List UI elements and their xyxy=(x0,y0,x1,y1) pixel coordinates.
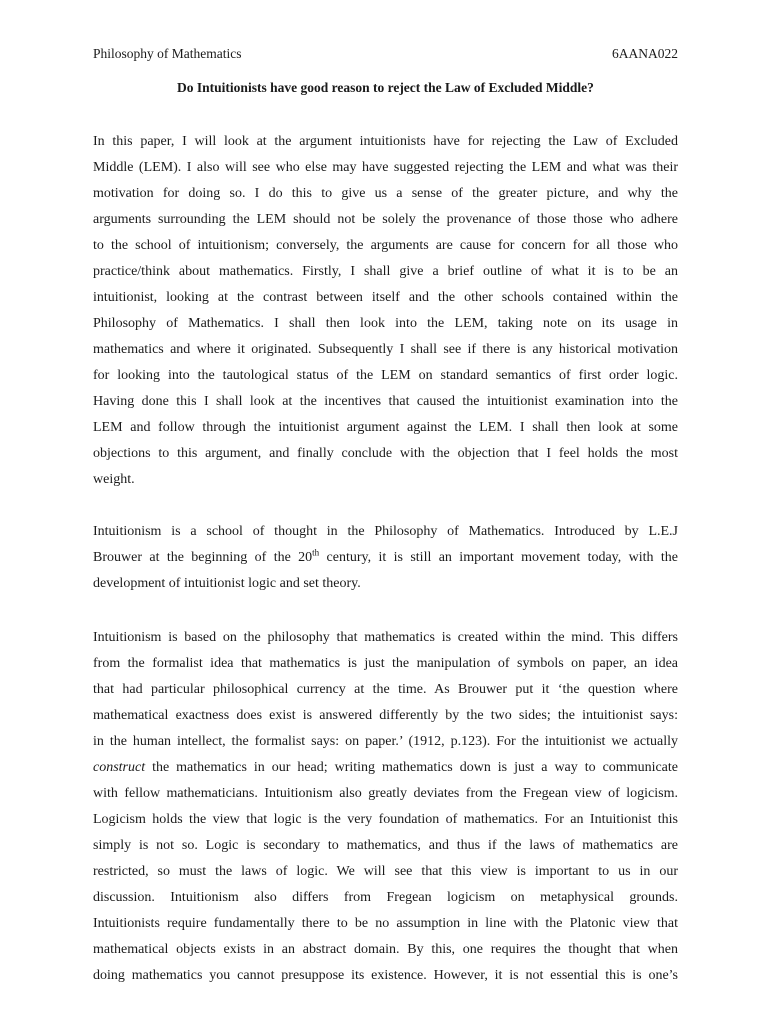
text-line: Intuitionists require fundamentally there to be no assumption in line with the Platonic view that xyxy=(93,916,678,931)
course-title: Philosophy of Mathematics xyxy=(93,46,242,61)
text-line: mathematics and where it originated. Subsequently I shall see if there is any historical motivation xyxy=(93,342,678,357)
text-segment: Brouwer at the beginning of the 20 xyxy=(93,550,313,565)
text-line: motivation for doing so. I do this to give us a sense of the greater picture, and why the xyxy=(93,186,678,201)
course-code: 6AANA022 xyxy=(612,46,678,61)
text-segment: the mathematics in our head; writing mathematics down is just a way to communicate xyxy=(145,760,678,775)
text-line: mathematical objects exists in an abstract domain. By this, one requires the thought that when xyxy=(93,942,678,957)
text-line: Intuitionism is a school of thought in the Philosophy of Mathematics. Introduced by L.E.J xyxy=(93,524,678,539)
text-line: mathematical exactness does exist is answered differently by the two sides; the intuitionist says: xyxy=(93,708,678,723)
text-line xyxy=(93,545,678,571)
paragraph-introduction xyxy=(93,129,678,493)
text-line: intuitionist, looking at the contrast between itself and the other schools contained within the xyxy=(93,290,678,305)
ordinal-superscript: th xyxy=(312,547,320,558)
text-line: Philosophy of Mathematics. I shall then look into the LEM, taking note on its usage in xyxy=(93,316,678,331)
text-line: LEM and follow through the intuitionist argument against the LEM. I shall then look at some xyxy=(93,420,678,435)
text-line: practice/think about mathematics. Firstly, I shall give a brief outline of what it is to be an xyxy=(93,264,678,279)
text-line: Having done this I shall look at the incentives that caused the intuitionist examination into the xyxy=(93,394,678,409)
text-line: with fellow mathematicians. Intuitionism also greatly deviates from the Fregean view of logicism. xyxy=(93,786,678,801)
text-line: In this paper, I will look at the argument intuitionists have for rejecting the Law of Excluded xyxy=(93,134,678,149)
text-line: weight. xyxy=(93,472,135,487)
paragraph-intuitionism-school xyxy=(93,519,678,597)
text-line: Logicism holds the view that logic is the very foundation of mathematics. For an Intuitionist this xyxy=(93,812,678,827)
text-line: that had particular philosophical currency at the time. As Brouwer put it ‘the question where xyxy=(93,682,678,697)
text-line: from the formalist idea that mathematics is just the manipulation of symbols on paper, an idea xyxy=(93,656,678,671)
text-line: arguments surrounding the LEM should not be solely the provenance of those those who adhere xyxy=(93,212,678,227)
text-line: in the human intellect, the formalist says: on paper.’ (1912, p.123). For the intuitionist we actually xyxy=(93,734,678,749)
essay-title: Do Intuitionists have good reason to reject the Law of Excluded Middle? xyxy=(177,80,594,95)
text-line: Intuitionism is based on the philosophy that mathematics is created within the mind. This differs xyxy=(93,630,678,645)
paragraph-intuitionism-philosophy xyxy=(93,625,678,989)
text-line: objections to this argument, and finally conclude with the objection that I feel holds the most xyxy=(93,446,678,461)
text-line xyxy=(93,755,678,781)
text-line: Middle (LEM). I also will see who else may have suggested rejecting the LEM and what was their xyxy=(93,160,678,175)
text-line: simply is not so. Logic is secondary to mathematics, and thus if the laws of mathematics are xyxy=(93,838,678,853)
text-line: discussion. Intuitionism also differs from Fregean logicism on metaphysical grounds. xyxy=(93,890,678,905)
text-segment: century, it is still an important movement today, with the xyxy=(319,550,678,565)
text-line: doing mathematics you cannot presuppose its existence. However, it is not essential this is one’s xyxy=(93,968,678,983)
emphasized-word: construct xyxy=(93,760,146,775)
text-line: to the school of intuitionism; conversely, the arguments are cause for concern for all those who xyxy=(93,238,678,253)
text-line: development of intuitionist logic and set theory. xyxy=(93,576,361,591)
text-line: restricted, so must the laws of logic. We will see that this view is important to us in our xyxy=(93,864,678,879)
page-header xyxy=(93,46,678,66)
text-line: for looking into the tautological status of the LEM on standard semantics of first order logic. xyxy=(93,368,678,383)
